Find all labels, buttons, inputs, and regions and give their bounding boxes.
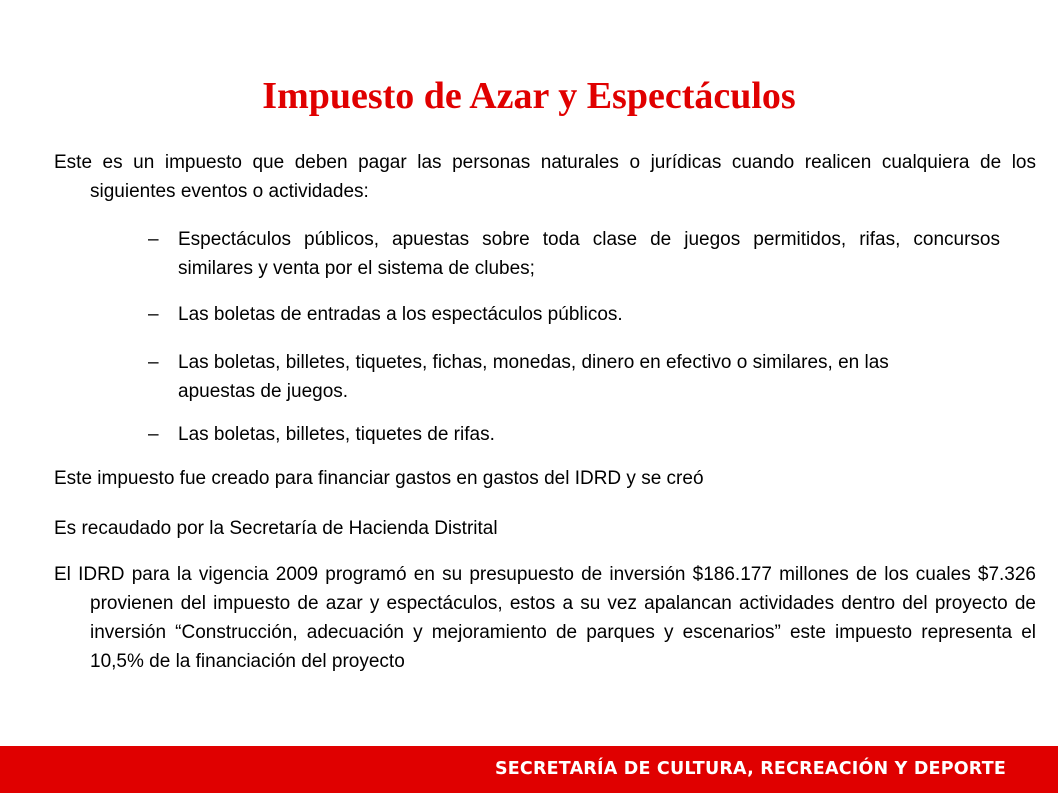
list-item-text: Las boletas, billetes, tiquetes de rifas. — [178, 424, 495, 445]
budget-paragraph: El IDRD para la vigencia 2009 programó en su presupuesto de inversión $186.177 millones de los cuales $7.326 provienen del impuesto de azar y espectáculos, estos a su vez apalancan actividades dentro del proyecto de inversión “Construcción, adecuación y mejoramiento de parques y escenarios” este impuesto representa el 10,5% de la financiación del proyecto — [54, 564, 1036, 672]
list-item-text: Las boletas, billetes, tiquetes, fichas, monedas, dinero en efectivo o similares, en las apuestas de juegos. — [178, 352, 889, 402]
collection-paragraph: Es recaudado por la Secretaría de Hacienda Distrital — [54, 518, 498, 539]
list-item — [148, 348, 908, 406]
list-item — [148, 225, 1000, 283]
footer-label: SECRETARÍA DE CULTURA, RECREACIÓN Y DEPORTE — [494, 759, 1006, 779]
slide-title: Impuesto de Azar y Espectáculos — [262, 75, 796, 117]
dash-bullet: – — [148, 424, 159, 445]
creation-paragraph: Este impuesto fue creado para financiar gastos en gastos del IDRD y se creó — [54, 468, 704, 489]
list-item — [148, 420, 1000, 449]
footer-bar — [0, 746, 1058, 793]
dash-bullet: – — [148, 229, 159, 250]
intro-paragraph: Este es un impuesto que deben pagar las personas naturales o jurídicas cuando realicen cualquiera de los siguientes eventos o actividades: — [54, 152, 1036, 202]
list-item-text: Espectáculos públicos, apuestas sobre toda clase de juegos permitidos, rifas, concursos similares y venta por el sistema de clubes; — [178, 229, 1000, 279]
dash-bullet: – — [148, 304, 159, 325]
list-item — [148, 300, 1000, 329]
list-item-text: Las boletas de entradas a los espectáculos públicos. — [178, 304, 623, 325]
dash-bullet: – — [148, 352, 159, 373]
